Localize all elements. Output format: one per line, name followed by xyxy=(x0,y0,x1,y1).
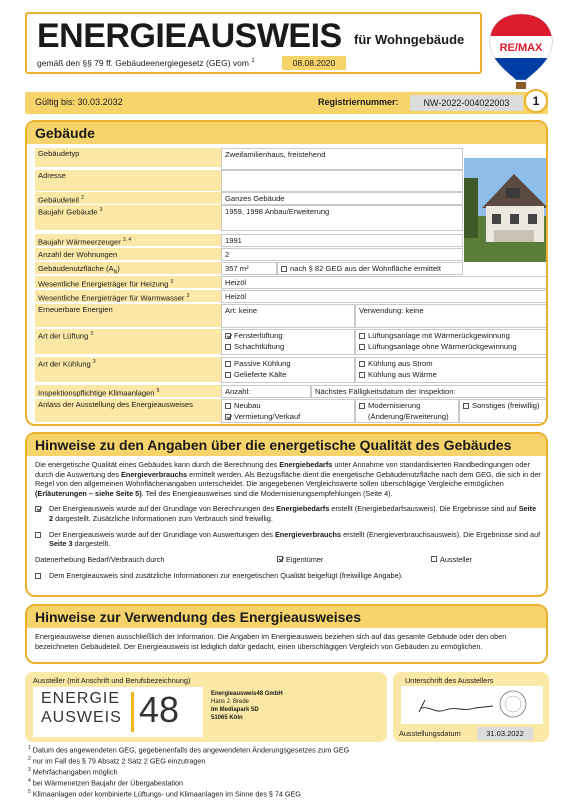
document-title: ENERGIEAUSWEIS xyxy=(37,17,342,55)
remax-logo xyxy=(486,12,556,90)
page-number-badge: 1 xyxy=(524,89,548,113)
remax-brand-text: RE/MAX xyxy=(499,42,543,54)
value-building-type: Zweifamilienhaus, freistehend xyxy=(221,148,463,170)
data-collection-label: Datenerhebung Bedarf/Verbrauch durch xyxy=(35,554,165,564)
option-delivered-cooling[interactable]: Gelieferte Kälte xyxy=(225,369,354,380)
value-renewables-use: Verwendung: keine xyxy=(355,304,548,328)
area-from-living-space-check[interactable]: nach § 82 GEG aus der Wohnfläche ermittelt xyxy=(277,262,463,275)
usage-notes-section xyxy=(25,604,548,664)
option-new-build[interactable]: Neubau xyxy=(225,400,354,411)
issuer-box xyxy=(25,672,387,742)
usage-notes-heading: Hinweise zur Verwendung des Energieausweises xyxy=(27,606,546,628)
option-additional-info[interactable]: Dem Energieausweis sind zusätzliche Informationen zur energetischen Qualität beigefügt (freiwillige Angabe). xyxy=(35,571,541,581)
value-ac-next-inspection: Nächstes Fälligkeitsdatum der Inspektion: xyxy=(311,385,548,398)
quality-notes-section xyxy=(25,432,548,597)
label-air-conditioning: Inspektionspflichtige Klimaanlagen $^5$ xyxy=(35,385,221,398)
label-reason: Anlass der Ausstellung des Energieausweises xyxy=(35,399,221,423)
law-reference: gemäß den §§ 79 ff. Gebäudeenergiegesetz (GEG) vom $^1$ xyxy=(37,58,255,68)
signature-label: Unterschrift des Ausstellers xyxy=(405,676,494,685)
issue-date-label: Ausstellungsdatum xyxy=(399,729,461,738)
signature-box xyxy=(393,672,549,742)
value-building-part: Ganzes Gebäude xyxy=(221,192,463,205)
option-other-voluntary[interactable]: Sonstiges (freiwillig) xyxy=(463,400,548,411)
value-units: 2 xyxy=(221,248,463,261)
signature-area xyxy=(401,686,543,724)
ventilation-options-right xyxy=(355,329,548,355)
option-cooling-electricity[interactable]: Kühlung aus Strom xyxy=(359,358,548,369)
logo-number: 48 xyxy=(139,689,180,730)
label-renewables: Erneuerbare Energien xyxy=(35,304,221,328)
data-collection-row xyxy=(35,555,541,566)
label-build-year: Baujahr Gebäude $^3$ xyxy=(35,205,221,231)
logo-divider xyxy=(131,692,134,732)
cooling-options-right xyxy=(355,357,548,383)
law-date: 08.08.2020 xyxy=(282,56,346,70)
footnote: $^3$ Mehrfachangaben möglich xyxy=(28,766,118,777)
label-water-carrier: Wesentliche Energieträger für Warmwasser $^3$ xyxy=(35,290,221,303)
footnote: $^5$ Klimaanlagen oder kombinierte Lüftungs- und Klimaanlagen im Sinne des § 74 GEG xyxy=(28,788,301,799)
issue-date: 31.03.2022 xyxy=(477,727,533,740)
logo-text-line2: AUSWEIS xyxy=(41,709,122,726)
footnote: $^4$ bei Wärmenetzen Baujahr der Übergabestation xyxy=(28,777,184,788)
label-building-part: Gebäudeteil $^2$ xyxy=(35,192,221,205)
footnote: $^2$ nur im Fall des § 79 Absatz 2 Satz 2 GEG einzutragen xyxy=(28,755,206,766)
usage-notes-text: Energieausweise dienen ausschließlich der Information. Die Angaben im Energieausweis beziehen sich auf das gesamte Gebäude oder den oben bezeichneten Gebäudeteil. Der Energieausweis ist lediglich dafür gedacht, einen überschlägigen Vergleich von Gebäuden zu ermöglichen. xyxy=(35,632,507,651)
label-heat-carrier: Wesentliche Energieträger für Heizung $^3$ xyxy=(35,276,221,289)
option-modernisation-detail: (Änderung/Erweiterung) xyxy=(368,412,449,421)
option-modernisation[interactable]: Modernisierung xyxy=(359,400,458,411)
header-box xyxy=(25,12,482,74)
reason-options-middle xyxy=(355,399,459,423)
value-water-carrier: Heizöl xyxy=(221,290,548,303)
validity-bar xyxy=(25,92,548,114)
logo-text-line1: ENERGIE xyxy=(41,690,121,707)
issuer-address: Energieausweis48 GmbH Hans J. Brede Im Mediapark 5D 51065 Köln xyxy=(211,691,283,721)
label-cooling: Art der Kühlung $^3$ xyxy=(35,357,221,383)
option-rent-sale[interactable]: Vermietung/Verkauf xyxy=(225,411,354,422)
label-building-type: Gebäudetyp xyxy=(35,148,221,168)
value-heat-carrier: Heizöl xyxy=(221,276,548,289)
option-cooling-heat[interactable]: Kühlung aus Wärme xyxy=(359,369,548,380)
value-build-year: 1959, 1998 Anbau/Erweiterung xyxy=(221,205,463,231)
registration-number: NW-2022-004022003 xyxy=(410,95,523,111)
option-ventilation-with-recovery[interactable]: Lüftungsanlage mit Wärmerückgewinnung xyxy=(359,330,548,341)
quality-notes-heading: Hinweise zu den Angaben über die energetische Qualität des Gebäudes xyxy=(27,434,546,456)
issuer-label: Aussteller (mit Anschrift und Berufsbezeichnung) xyxy=(33,676,191,685)
option-shaft-ventilation[interactable]: Schachtlüftung xyxy=(225,341,354,352)
option-ventilation-without-recovery[interactable]: Lüftungsanlage ohne Wärmerückgewinnung xyxy=(359,341,548,352)
ventilation-options-left xyxy=(221,329,355,355)
option-passive-cooling[interactable]: Passive Kühlung xyxy=(225,358,354,369)
option-consumption-certificate[interactable]: Der Energieausweis wurde auf der Grundlage von Auswertungen des Energieverbrauchs erstellt (Energieverbrauchsausweis). Die Ergebnisse sind auf Seite 3 dargestellt. xyxy=(35,530,541,549)
value-renewables-type: Art: keine xyxy=(221,304,355,328)
option-demand-certificate[interactable]: Der Energieausweis wurde auf der Grundlage von Berechnungen des Energiebedarfs erstellt (Energiebedarfsausweis). Die Ergebnisse sind auf Seite 2 dargestellt. Zusätzliche Informationen zum Verbrauch sind freiwillig. xyxy=(35,504,541,523)
reason-options-left xyxy=(221,399,355,423)
registration-label: Registriernummer: xyxy=(318,97,399,107)
option-data-owner[interactable]: Eigentümer xyxy=(277,555,323,564)
footnote: $^1$ Datum des angewendeten GEG, gegebenenfalls des angewendeten Änderungsgesetzes zum GEG xyxy=(28,745,350,755)
signature-scribble xyxy=(401,686,543,724)
label-ventilation: Art der Lüftung $^3$ xyxy=(35,329,221,355)
label-address: Adresse xyxy=(35,170,221,192)
label-units: Anzahl der Wohnungen xyxy=(35,248,221,261)
reason-options-right xyxy=(459,399,548,423)
value-area: 357 m² xyxy=(221,262,277,275)
label-heater-year: Baujahr Wärmeerzeuger $^{3, 4}$ xyxy=(35,234,221,247)
option-data-issuer[interactable]: Aussteller xyxy=(431,555,472,564)
quality-notes-body xyxy=(35,460,541,580)
option-window-ventilation[interactable]: Fensterlüftung xyxy=(225,330,354,341)
valid-until: Gültig bis: 30.03.2032 xyxy=(35,97,123,107)
value-address xyxy=(221,170,463,192)
value-heater-year: 1991 xyxy=(221,234,463,247)
value-ac-count: Anzahl: xyxy=(221,385,311,398)
footnotes xyxy=(28,744,349,799)
cooling-options-left xyxy=(221,357,355,383)
issuer-logo xyxy=(33,687,203,737)
building-heading: Gebäude xyxy=(27,122,546,144)
document-subtitle: für Wohngebäude xyxy=(354,32,465,47)
quality-intro-paragraph: Die energetische Qualität eines Gebäudes kann durch die Berechnung des Energiebedarfs unter Annahme von standardisierten Randbedingungen oder durch die Auswertung des Energieverbrauchs ermittelt werden. Als Bezugsfläche dient die energetische Gebäudenutzfläche nach dem GEG, die sich in der Regel von den allgemeinen Wohnflächenangaben unterscheidet. Die angegebenen Vergleichswerte sollen überschlägige Vergleiche ermöglichen (Erläuterungen – siehe Seite 5). Teil des Energieausweises sind die Modernisierungsempfehlungen (Seite 4). xyxy=(35,460,541,498)
label-area: Gebäudenutzfläche $(A_N)$ xyxy=(35,262,221,275)
building-section xyxy=(25,120,548,426)
